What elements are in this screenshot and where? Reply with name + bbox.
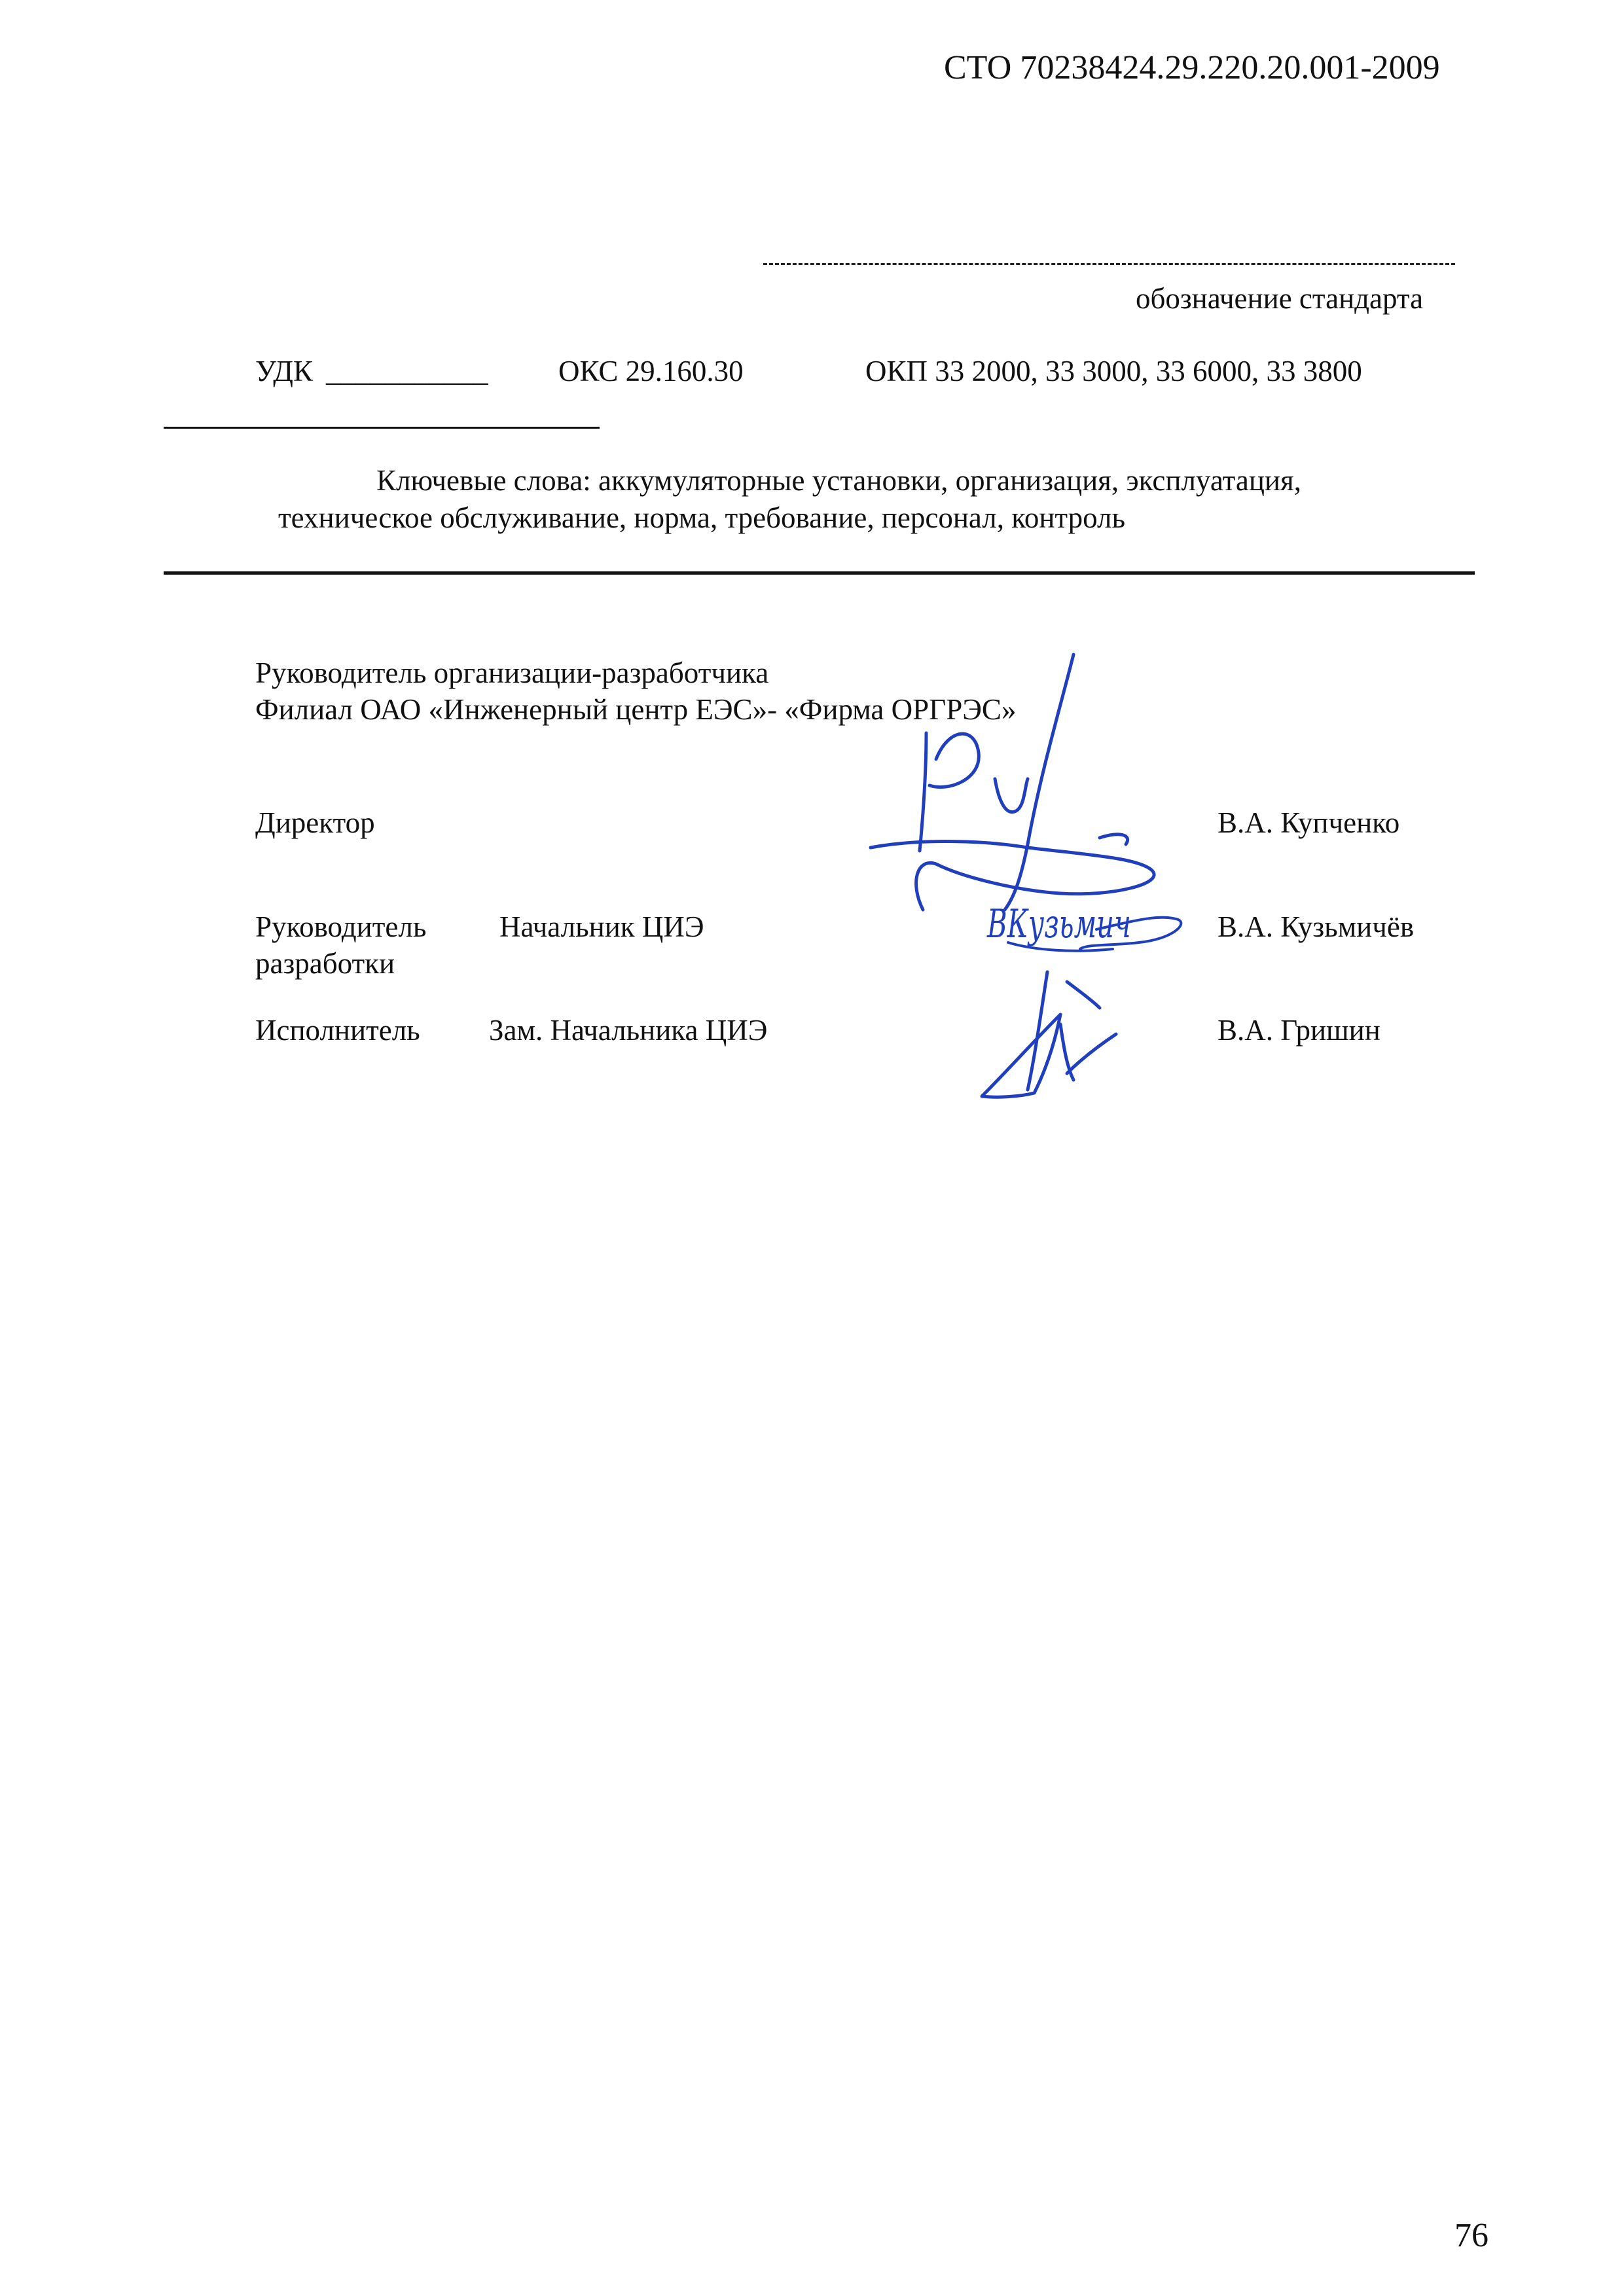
position-deputy-head-ciz: Зам. Начальника ЦИЭ xyxy=(489,1014,768,1047)
role-head-of-development: Руководитель xyxy=(255,910,427,943)
role-head-of-development-line-2: разработки xyxy=(255,947,395,980)
name-kupchenko: В.А. Купченко xyxy=(1218,806,1400,839)
classification-underline xyxy=(164,427,600,429)
okp-codes: ОКП 33 2000, 33 3000, 33 6000, 33 3800 xyxy=(865,355,1362,387)
keywords-line-2: техническое обслуживание, норма, требование, персонал, контроль xyxy=(278,501,1126,534)
standard-code: СТО 70238424.29.220.20.001-2009 xyxy=(944,49,1440,86)
keywords-rule xyxy=(164,571,1475,575)
name-grishin: В.А. Гришин xyxy=(1218,1014,1380,1047)
designation-dashed-line xyxy=(763,263,1455,265)
role-director: Директор xyxy=(255,806,375,839)
signature-grishin xyxy=(969,962,1139,1106)
keywords-line-1: Ключевые слова: аккумуляторные установки, организация, эксплуатация, xyxy=(376,464,1301,497)
position-head-ciz: Начальник ЦИЭ xyxy=(499,910,704,943)
name-kuzmichev: В.А. Кузьмичёв xyxy=(1218,910,1415,943)
oks-code: ОКС 29.160.30 xyxy=(558,355,744,387)
organization-line-2: Филиал ОАО «Инженерный центр ЕЭС»- «Фирма ОРГРЭС» xyxy=(255,693,1017,726)
organization-line-1: Руководитель организации-разработчика xyxy=(255,656,769,689)
designation-label: обозначение стандарта xyxy=(1136,282,1424,315)
svg-text:ВКузьмич: ВКузьмич xyxy=(986,901,1131,947)
signature-kuzmichev xyxy=(982,890,1191,969)
udk-label: УДК xyxy=(255,355,314,387)
role-executor: Исполнитель xyxy=(255,1014,420,1047)
udk-blank: ___________ xyxy=(326,355,488,387)
page-number: 76 xyxy=(1454,2217,1489,2254)
